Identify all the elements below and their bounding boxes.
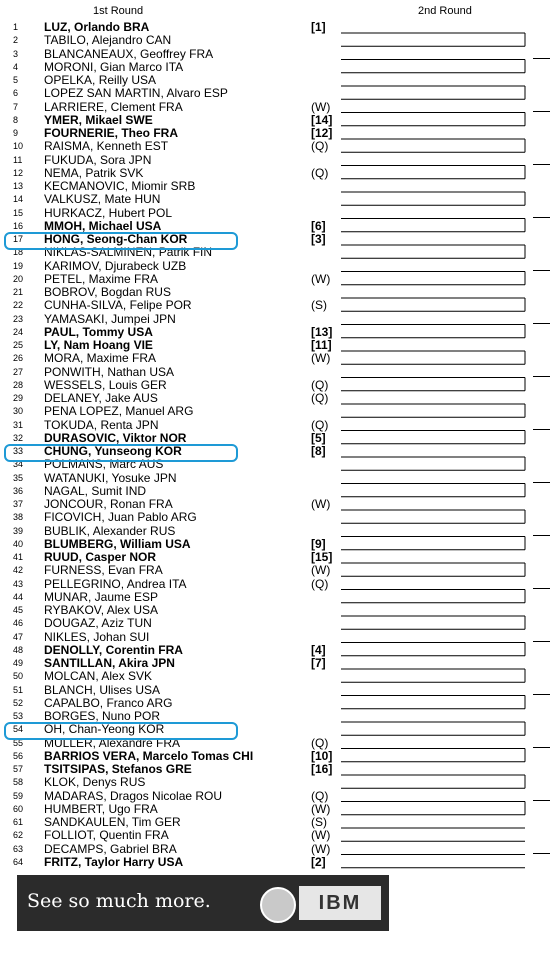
player-row [0,684,330,697]
seed-label: [14] [311,112,333,127]
player-name: LUZ, Orlando BRA [44,20,150,34]
draw-position: 13 [13,181,24,191]
draw-position: 2 [13,35,19,46]
draw-position: 40 [13,538,24,549]
seed-label: [9] [311,536,326,551]
round2-header: 2nd Round [418,5,472,17]
player-name: YMER, Mikael SWE [44,112,153,127]
draw-position: 61 [13,817,24,827]
player-name: NEMA, Patrik SVK [44,165,144,180]
player-row [0,207,330,220]
player-name: NAGAL, Sumit IND [44,483,147,498]
player-row [0,379,330,392]
player-name: FICOVICH, Juan Pablo ARG [44,510,197,525]
player-name: LY, Nam Hoang VIE [44,338,153,352]
seed-label: (Q) [311,735,329,750]
player-row [0,220,330,233]
draw-position: 54 [13,724,24,735]
player-row [0,748,333,763]
player-name: PAUL, Tommy USA [44,324,153,339]
draw-position: 51 [13,684,24,695]
draw-position: 63 [13,843,24,854]
player-name: FURNESS, Evan FRA [44,563,163,578]
player-row [0,324,333,339]
player-name: SANTILLAN, Akira JPN [44,656,175,670]
seed-label: (W) [311,841,331,856]
player-name: PENA LOPEZ, Manuel ARG [44,404,194,419]
player-row [0,392,330,405]
player-row [0,525,330,538]
player-row [0,313,330,326]
player-row [0,538,330,551]
draw-position: 46 [13,618,24,629]
draw-position: 1 [13,22,19,32]
seed-label: [12] [311,126,333,140]
draw-position: 18 [13,247,24,258]
player-name: OPELKA, Reilly USA [44,73,157,87]
player-row [0,856,330,869]
player-row [0,193,330,206]
draw-position: 41 [13,552,24,562]
player-row [0,339,330,352]
player-row [0,498,330,511]
seed-label: [2] [311,854,326,869]
player-name: MORA, Maxime FRA [44,351,157,366]
player-row [0,419,330,432]
draw-position: 64 [13,856,24,867]
player-name: BLANCANEAUX, Geoffrey FRA [44,46,214,61]
draw-position: 27 [13,366,24,377]
player-row [0,34,330,47]
seed-label: (Q) [311,417,329,432]
draw-position: 3 [13,48,19,59]
player-row [0,167,330,180]
player-name: DECAMPS, Gabriel BRA [44,841,177,856]
draw-position: 9 [13,128,19,138]
draw-position: 53 [13,711,24,721]
ad-tagline: See so much more. [27,890,211,912]
draw-position: 16 [13,220,24,231]
draw-position: 15 [13,207,24,218]
seed-label: (W) [311,828,331,843]
seed-label: (Q) [311,391,329,405]
player-name: RUUD, Casper NOR [44,550,157,564]
player-name: TOKUDA, Renta JPN [44,417,159,432]
seed-label: (S) [311,815,327,829]
seed-label: (Q) [311,139,329,154]
player-name: HUMBERT, Ugo FRA [44,801,158,816]
draw-position: 19 [13,260,24,271]
player-name: PETEL, Maxime FRA [44,271,159,286]
seed-label: (W) [311,351,331,366]
seed-label: [11] [311,338,332,352]
player-row [0,816,330,829]
draw-position: 58 [13,777,24,788]
player-row [0,617,330,630]
seed-label: (Q) [311,377,329,392]
draw-position: 48 [13,644,24,655]
player-row [0,657,330,670]
player-name: RAISMA, Kenneth EST [44,139,169,154]
player-row [0,87,330,100]
draw-position: 26 [13,353,24,364]
player-row [0,485,330,498]
seed-label: [4] [311,642,326,657]
player-row [0,803,330,816]
player-name: KLOK, Denys RUS [44,775,146,790]
player-name: HURKACZ, Hubert POL [44,205,173,220]
player-row [0,154,330,167]
draw-position: 21 [13,287,24,297]
player-name: WESSELS, Louis GER [44,377,167,392]
player-name: MORONI, Gian Marco ITA [44,59,184,74]
player-name: BORGES, Nuno POR [44,709,161,723]
player-name: POLMANS, Marc AUS [44,457,164,472]
player-name: PONWITH, Nathan USA [44,364,175,379]
player-name: KARIMOV, Djurabeck UZB [44,258,187,273]
round1-header: 1st Round [93,5,144,17]
highlight-outline [4,722,238,740]
draw-position: 22 [13,300,24,311]
draw-position: 49 [13,658,24,668]
player-name: DURASOVIC, Viktor NOR [44,430,187,445]
player-row [0,644,330,657]
player-row [0,366,330,379]
draw-position: 8 [13,114,19,125]
player-name: BLANCH, Ulises USA [44,682,161,697]
player-name: FUKUDA, Sora JPN [44,152,152,167]
draw-position: 59 [13,790,24,801]
player-row [0,299,330,312]
player-row [0,697,330,710]
player-name: VALKUSZ, Mate HUN [44,192,161,207]
player-name: TABILO, Alejandro CAN [44,33,172,48]
player-name: PELLEGRINO, Andrea ITA [44,576,187,591]
seed-label: (W) [311,271,331,286]
player-row [0,710,330,723]
seed-label: (W) [311,99,331,114]
player-row [0,604,330,617]
draw-position: 28 [13,379,24,390]
draw-position: 62 [13,830,24,841]
draw-position: 52 [13,697,24,708]
seed-label: (W) [311,497,331,511]
draw-position: 14 [13,194,24,205]
draw-position: 38 [13,512,24,523]
player-row [0,631,330,644]
player-name: OH, Chan-Yeong KOR [44,722,165,737]
draw-position: 47 [13,631,24,642]
draw-position: 7 [13,101,19,112]
draw-position: 23 [13,313,24,324]
seed-label: (Q) [311,788,329,803]
ibm-ad-banner[interactable] [17,875,389,931]
player-row [0,21,330,34]
draw-position: 30 [13,406,24,417]
player-row [0,405,330,418]
draw-position: 31 [13,419,24,430]
draw-position: 10 [13,141,24,152]
player-name: FOURNERIE, Theo FRA [44,126,178,140]
player-row [0,61,330,74]
seed-label: (Q) [311,576,329,591]
player-row [0,126,333,140]
player-name: CUNHA-SILVA, Felipe POR [44,298,192,313]
seed-label: [1] [311,20,326,34]
player-row [0,511,330,524]
seed-label: (Q) [311,165,329,180]
draw-position: 6 [13,88,19,99]
draw-position: 57 [13,764,24,774]
seed-label: (W) [311,801,331,816]
player-name: MOLCAN, Alex SVK [44,669,153,684]
draw-position: 12 [13,167,24,178]
player-name: DENOLLY, Corentin FRA [44,642,183,657]
draw-position: 32 [13,432,24,443]
draw-position: 56 [13,750,24,761]
player-row [0,352,330,365]
player-row [0,180,330,193]
draw-position: 42 [13,565,24,576]
player-row [0,790,330,803]
seed-label: [16] [311,762,333,776]
draw-position: 20 [13,273,24,284]
seed-label: [15] [311,550,333,564]
draw-position: 4 [13,61,19,72]
player-row [0,140,330,153]
seed-label: [7] [311,656,326,670]
seed-label: [6] [311,218,326,233]
draw-position: 34 [13,459,24,470]
seed-label: [13] [311,324,333,339]
player-name: TSITSIPAS, Stefanos GRE [44,762,192,776]
player-name: NIKLES, Johan SUI [44,629,150,644]
player-name: HONG, Seong-Chan KOR [44,232,188,246]
player-row [0,273,330,286]
player-name: YAMASAKI, Jumpei JPN [44,311,176,326]
player-name: NIKLAS-SALMINEN, Patrik FIN [44,245,213,260]
draw-position: 37 [13,499,24,509]
seed-label: [8] [311,444,326,458]
ibm-logo: IBM [299,886,381,920]
player-name: DOUGAZ, Aziz TUN [44,616,152,631]
tournament-logo-icon [260,887,296,923]
player-row [0,432,330,445]
player-name: LARRIERE, Clement FRA [44,99,183,114]
player-name: DELANEY, Jake AUS [44,391,158,405]
player-name: SANDKAULEN, Tim GER [44,815,181,829]
player-name: MMOH, Michael USA [44,218,162,233]
player-row [0,48,330,61]
player-name: BLUMBERG, William USA [44,536,191,551]
player-name: MADARAS, Dragos Nicolae ROU [44,788,223,803]
player-row [0,843,330,856]
draw-position: 5 [13,75,19,85]
player-name: WATANUKI, Yosuke JPN [44,470,177,485]
seed-label: [5] [311,430,326,445]
player-row [0,112,333,127]
player-name: RYBAKOV, Alex USA [44,603,159,617]
draw-position: 36 [13,485,24,496]
player-row [0,564,330,577]
player-name: KECMANOVIC, Miomir SRB [44,179,196,193]
draw-position: 11 [13,154,23,165]
player-name: CHUNG, Yunseong KOR [44,444,182,458]
highlight-outline [4,232,238,250]
player-row [0,829,330,842]
seed-label: (S) [311,298,327,313]
seed-label: (W) [311,563,331,578]
player-name: JONCOUR, Ronan FRA [44,497,173,511]
player-name: BUBLIK, Alexander RUS [44,523,176,538]
player-row [0,670,330,683]
draw-position: 17 [13,234,24,244]
player-row [0,472,330,485]
player-row [0,776,330,789]
draw-position: 39 [13,525,24,536]
player-row [0,74,330,87]
seed-label: [3] [311,232,326,246]
player-row [0,101,330,114]
player-name: BOBROV, Bogdan RUS [44,285,171,299]
draw-position: 35 [13,472,24,483]
draw-position: 29 [13,393,24,403]
highlight-outline [4,444,238,462]
player-name: CAPALBO, Franco ARG [44,695,173,710]
player-name: FOLLIOT, Quentin FRA [44,828,169,843]
player-row [0,591,330,604]
player-row [0,260,330,273]
draw-position: 33 [13,446,24,456]
player-row [0,286,330,299]
player-name: LOPEZ SAN MARTIN, Alvaro ESP [44,86,228,101]
draw-position: 50 [13,671,24,682]
draw-position: 25 [13,340,24,350]
player-name: MUNAR, Jaume ESP [44,589,159,604]
player-row [0,762,333,776]
player-row [0,550,333,564]
player-name: MULLER, Alexandre FRA [44,735,181,750]
draw-position: 55 [13,737,24,748]
draw-position: 44 [13,591,24,602]
draw-position: 60 [13,803,24,814]
seed-label: [10] [311,748,333,763]
player-name: FRITZ, Taylor Harry USA [44,854,184,869]
player-row [0,578,330,591]
player-name: BARRIOS VERA, Marcelo Tomas CHI [44,748,254,763]
draw-position: 24 [13,326,24,337]
draw-position: 43 [13,578,24,589]
draw-position: 45 [13,605,24,615]
